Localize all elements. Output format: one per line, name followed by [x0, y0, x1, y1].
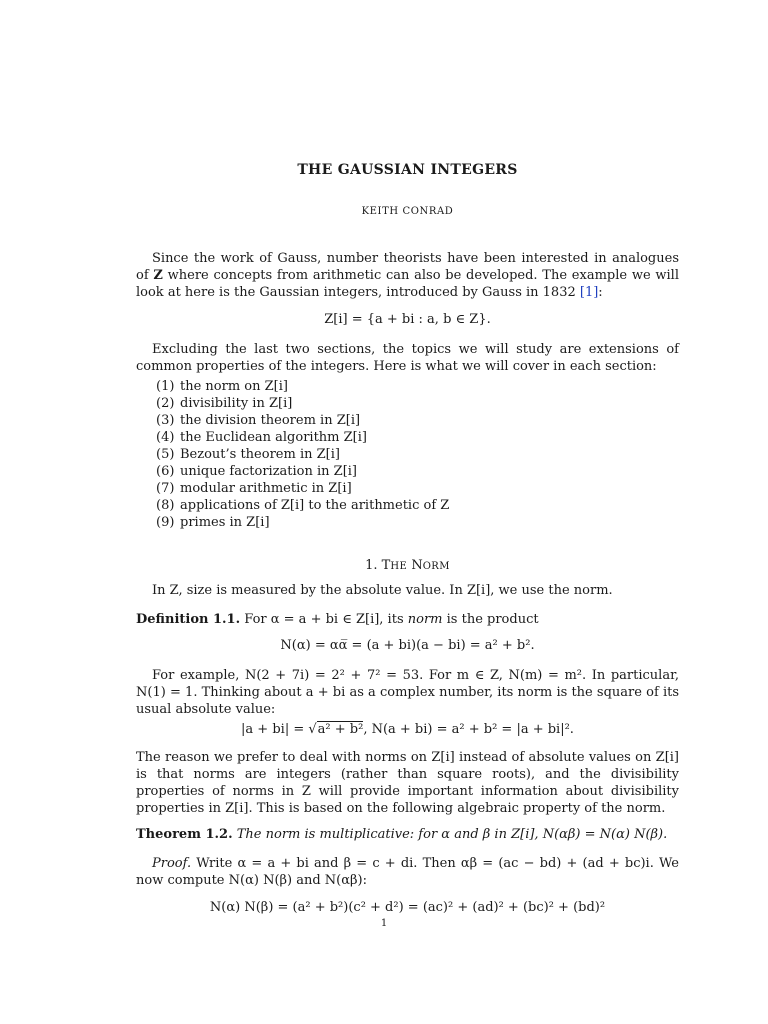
topic-item: [156, 480, 656, 497]
topic-text: the division theorem in Z[i]: [180, 413, 361, 428]
section-intro: In Z, size is measured by the absolute value. In Z[i], we use the norm.: [152, 583, 613, 598]
topic-number: (1): [156, 379, 175, 394]
topic-number: (2): [156, 396, 175, 411]
reason-paragraph: The reason we prefer to deal with norms on Z[i] instead of absolute values on Z[i] is that norms are integers (rather than square roots), and the divisibility properties of norms in Z will provide important information about divisibility properties in Z[i]. This is based on the following algebraic property of the norm.: [136, 750, 679, 816]
topic-text: divisibility in Z[i]: [180, 396, 293, 411]
paper-title: THE GAUSSIAN INTEGERS: [297, 162, 518, 178]
topic-text: unique factorization in Z[i]: [180, 464, 357, 479]
page-number: 1: [380, 918, 388, 929]
topic-number: (3): [156, 413, 175, 428]
topic-item: [156, 463, 656, 480]
topic-text: applications of Z[i] to the arithmetic of Z: [180, 498, 450, 513]
equation-norm-definition: N(α) = αα̅ = (a + bi)(a − bi) = a² + b².: [280, 638, 535, 653]
topic-number: (5): [156, 447, 175, 462]
topic-item: [156, 514, 656, 531]
topic-item: [156, 497, 656, 514]
topic-text: the norm on Z[i]: [180, 379, 288, 394]
topic-number: (4): [156, 430, 175, 445]
definition-1-1: Definition 1.1. For α = a + bi ∈ Z[i], its norm is the product: [136, 612, 539, 627]
paper-author: KEITH CONRAD: [361, 206, 454, 217]
topic-item: [156, 378, 656, 395]
topic-text: the Euclidean algorithm Z[i]: [180, 430, 367, 445]
topic-item: [156, 395, 656, 412]
topic-number: (8): [156, 498, 175, 513]
proof-paragraph: Proof. Write α = a + bi and β = c + di. Then αβ = (ac − bd) + (ad + bc)i. We now compute N(α) N(β) and N(αβ):: [136, 856, 679, 888]
equation-gaussian-set: Z[i] = {a + bi : a, b ∈ Z}.: [324, 312, 491, 327]
equation-absolute-value: |a + bi| = √a² + b², N(a + bi) = a² + b² = |a + bi|².: [241, 722, 574, 737]
topic-text: modular arithmetic in Z[i]: [180, 481, 352, 496]
section-heading-norm: 1. THE NORM: [365, 558, 450, 573]
topic-number: (6): [156, 464, 175, 479]
theorem-1-2: Theorem 1.2. The norm is multiplicative: for α and β in Z[i], N(αβ) = N(α) N(β).: [136, 827, 668, 842]
topic-text: Bezout’s theorem in Z[i]: [180, 447, 340, 462]
topic-item: [156, 446, 656, 463]
topic-item: [156, 412, 656, 429]
topic-item: [156, 429, 656, 446]
topic-number: (9): [156, 515, 175, 530]
equation-proof-product: N(α) N(β) = (a² + b²)(c² + d²) = (ac)² + (ad)² + (bc)² + (bd)²: [209, 900, 606, 915]
intro-paragraph-2: Excluding the last two sections, the topics we will study are extensions of common properties of the integers. Here is what we will cover in each section:: [136, 342, 679, 374]
citation-link[interactable]: [1]: [579, 285, 599, 300]
example-paragraph: For example, N(2 + 7i) = 2² + 7² = 53. For m ∈ Z, N(m) = m². In particular, N(1) = 1. Thinking about a + bi as a complex number, its norm is the square of its usual absolute value:: [136, 668, 679, 717]
topic-list: [156, 378, 656, 531]
topic-text: primes in Z[i]: [180, 515, 270, 530]
topic-number: (7): [156, 481, 175, 496]
intro-paragraph-1: Since the work of Gauss, number theorists have been interested in analogues of Z where concepts from arithmetic can also be developed. The example we will look at here is the Gaussian integers, introduced by Gauss in 1832 [1]:: [136, 251, 679, 300]
